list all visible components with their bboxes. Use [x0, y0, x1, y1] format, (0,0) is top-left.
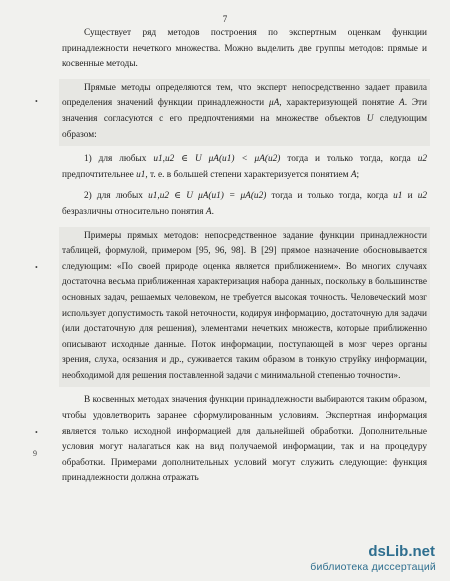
paragraph-indirect-methods: В косвенных методах значения функции принадлежности выбираются таким образом, чтобы удовлетворить заранее сформулированным условиям. Экспертная информация является только исходной информацией для дальнейшей обработки. Дополнительные условия могут налагаться как на вид получаемой информации, так и на процедуру обработки. Примерами дополнительных условий могут служить следующие: функция принадлежности должна отражать [62, 395, 427, 484]
paragraph-direct-methods: Прямые методы определяются тем, что эксперт непосредственно задает правила определения значений функции принадлежности μA, характеризующей понятие A. Эти значения согласуются с его предпочтениями на множестве объектов U следующим образом: [62, 82, 427, 140]
dslib-logo-icon [266, 543, 436, 559]
symbol-u: U [366, 113, 374, 124]
watermark [266, 545, 436, 573]
formula-mu: μA [268, 98, 280, 109]
symbol-a: A [399, 98, 405, 109]
watermark-brand: dsLib.net [368, 543, 435, 559]
formula-less: u1,u2 ∈ U μA(u1) < μA(u2) [153, 154, 281, 165]
margin-bullet: • [35, 263, 38, 272]
list-item-2: 2) для любых u1,u2 ∈ U μA(u1) = μA(u2) тогда и только тогда, когда u1 и u2 безразличны относительно понятия A. [62, 191, 427, 217]
highlight-block [59, 227, 430, 388]
margin-number: 9 [33, 449, 37, 458]
formula-equal: u1,u2 ∈ U μA(u1) = μA(u2) [148, 191, 267, 202]
list-item-1: 1) для любых u1,u2 ∈ U μA(u1) < μA(u2) тогда и только тогда, когда u2 предпочтительнее u1, т. е. в большей степени характеризуется понятием A; [62, 154, 427, 180]
paragraph-intro: Существует ряд методов построения по экспертным оценкам функции принадлежности нечеткого множества. Можно выделить две группы методов: прямые и косвенные методы. [62, 28, 427, 70]
document-body [62, 26, 427, 493]
margin-bullet: • [35, 428, 38, 437]
watermark-caption: библиотека диссертаций [310, 561, 436, 573]
page-number: 7 [222, 14, 228, 24]
highlight-block [59, 79, 430, 146]
margin-bullet: • [35, 97, 38, 106]
paragraph-examples: Примеры прямых методов: непосредственное задание функции принадлежности таблицей, формулой, примером [95, 96, 98]. В [29] прямое назначение обосновывается следующим: «По своей природе оценка является приближением». Во многих случаях достаточна весьма приближенная характеризация набора данных, поскольку в большинстве основных задач, решаемых человеком, не требуется высокая точность. Человеческий мозг использует допустимость такой неточности, кодируя информацию, достаточную для задачи (или достаточную для решения), элементами нечетких множеств, которые приближенно описывают исходные данные. Поток информации, поступающей в мозг через органы зрения, слуха, осязания и др., суживается таким образом в тонкую струйку информации, необходимой для решения поставленной задачи с минимальной степенью точности». [62, 230, 427, 381]
